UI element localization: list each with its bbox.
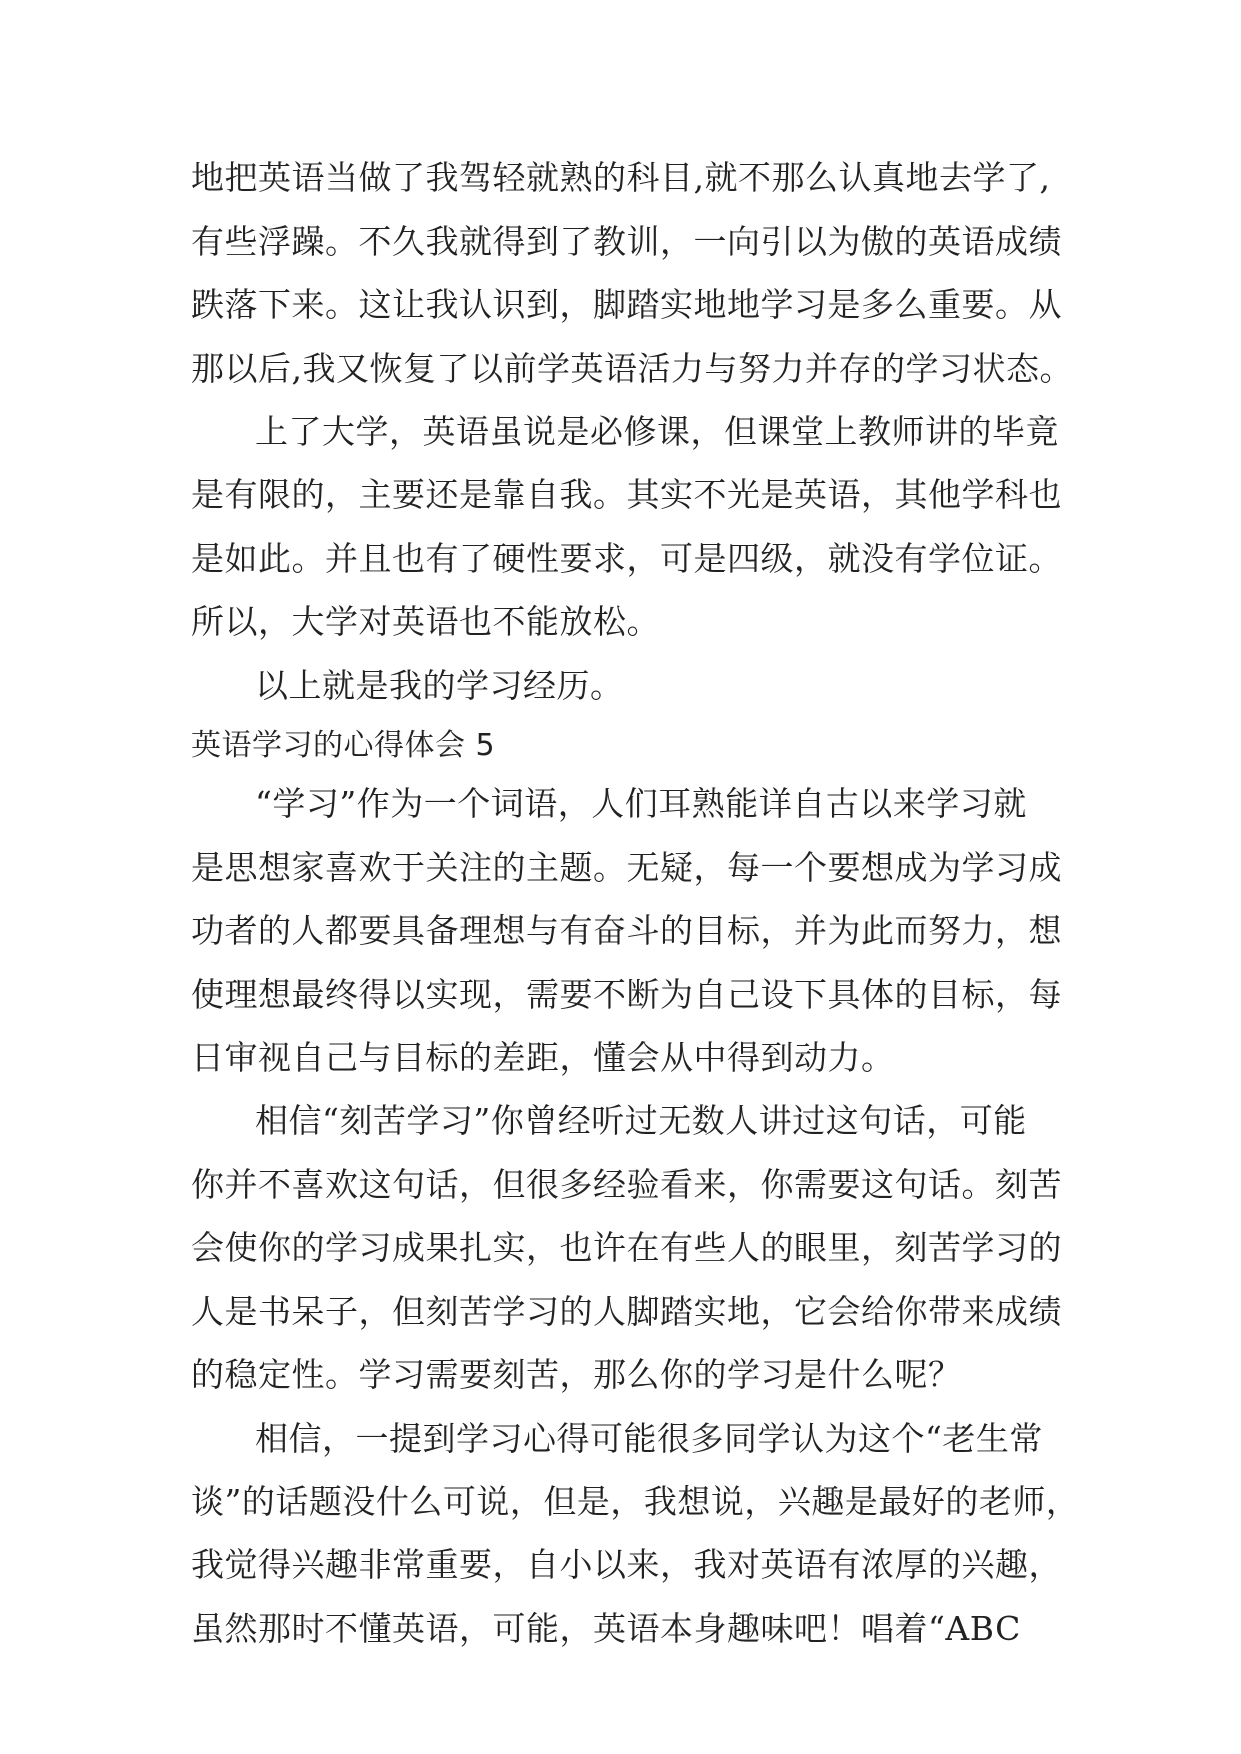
- text-line: 所以，大学对英语也不能放松。: [191, 602, 660, 641]
- paragraph-start-line: 相信，一提到学习心得可能很多同学认为这个“老生常: [255, 1419, 1043, 1458]
- text-line: 的稳定性。学习需要刻苦，那么你的学习是什么呢？: [191, 1355, 962, 1394]
- text-line: 日审视自己与目标的差距，懂会从中得到动力。: [191, 1038, 895, 1077]
- text-line: 使理想最终得以实现，需要不断为自己设下具体的目标，每: [191, 975, 1062, 1014]
- text-line: 是有限的，主要还是靠自我。其实不光是英语，其他学科也: [191, 475, 1062, 514]
- paragraph-start-line: “学习”作为一个词语，人们耳熟能详自古以来学习就: [255, 784, 1027, 823]
- section-heading: 英语学习的心得体会 5: [191, 728, 496, 763]
- text-line: 我觉得兴趣非常重要，自小以来，我对英语有浓厚的兴趣，: [191, 1545, 1062, 1584]
- text-line: 是如此。并且也有了硬性要求，可是四级，就没有学位证。: [191, 539, 1062, 578]
- text-line: 你并不喜欢这句话，但很多经验看来，你需要这句话。刻苦: [191, 1165, 1062, 1204]
- paragraph-start-line: 上了大学，英语虽说是必修课，但课堂上教师讲的毕竟: [255, 412, 1059, 451]
- text-line: 虽然那时不懂英语，可能，英语本身趣味吧！唱着“ABC: [191, 1609, 1021, 1648]
- text-line: 地把英语当做了我驾轻就熟的科目,就不那么认真地去学了,: [191, 158, 1051, 197]
- text-line: 有些浮躁。不久我就得到了教训，一向引以为傲的英语成绩: [191, 222, 1062, 261]
- text-line: 跌落下来。这让我认识到，脚踏实地地学习是多么重要。从: [191, 285, 1062, 324]
- text-line: 人是书呆子，但刻苦学习的人脚踏实地，它会给你带来成绩: [191, 1292, 1062, 1331]
- paragraph-start-line: 以上就是我的学习经历。: [255, 666, 624, 705]
- paragraph-start-line: 相信“刻苦学习”你曾经听过无数人讲过这句话，可能: [255, 1101, 1027, 1140]
- text-line: 那以后,我又恢复了以前学英语活力与努力并存的学习状态。: [191, 349, 1073, 388]
- text-line: 谈”的话题没什么可说，但是，我想说，兴趣是最好的老师，: [191, 1482, 1080, 1521]
- text-line: 是思想家喜欢于关注的主题。无疑，每一个要想成为学习成: [191, 848, 1062, 887]
- text-line: 功者的人都要具备理想与有奋斗的目标，并为此而努力，想: [191, 911, 1062, 950]
- text-line: 会使你的学习成果扎实，也许在有些人的眼里，刻苦学习的: [191, 1228, 1062, 1267]
